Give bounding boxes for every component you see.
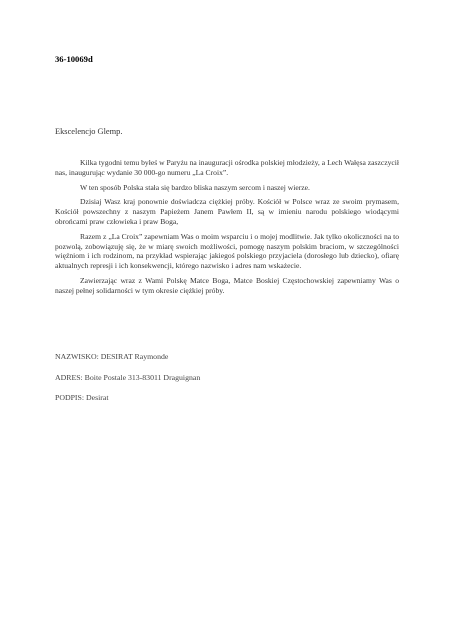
letter-body [55,158,399,296]
sender-name-line: NAZWISKO: DESIRAT Raymonde [55,352,169,361]
paragraph: W ten sposób Polska stała się bardzo bliska naszym sercom i naszej wierze. [80,182,310,192]
salutation: Ekscelencjo Glemp. [55,127,123,136]
paragraph: Zawierzając wraz z Wami Polskę Matce Boga, Matce Boskiej Częstochowskiej zapewniamy Was o naszej pełnej solidarności w tym okresie ciężkiej próby. [55,275,399,295]
paragraph: Razem z „La Croix” zapewniam Was o moim wsparciu i o mojej modlitwie. Jak tylko okoliczności na to pozwolą, zobowiązuję się, że w miarę swoich możliwości, pomogę naszym polskim braciom, w szczególności więźniom i ich rodzinom, na przykład wspierając jakiegoś polskiego przyjaciela (dorosłego lub dziecko), ofiarę aktualnych represji i ich konsekwencji, którego nazwisko i adres nam wskażecie. [55,231,399,271]
sender-address-line: ADRES: Boite Postale 313-83011 Draguignan [55,373,201,382]
document-id: 36-10069d [55,54,93,64]
paragraph: Dzisiaj Wasz kraj ponownie doświadcza ciężkiej próby. Kościół w Polsce wraz ze swoim prymasem, Kościół powszechny z naszym Papieżem Janem Pawłem II, są w imieniu narodu polskiego wiodącymi obrońcami praw człowieka i praw Boga, [55,197,399,226]
paragraph: Kilka tygodni temu byłeś w Paryżu na inauguracji ośrodka polskiej młodzieży, a Lech Wałęsa zaszczycił nas, inaugurując wydanie 30 000-go numeru „La Croix”. [55,158,399,177]
sender-signature-line: PODPIS: Desirat [55,393,109,402]
